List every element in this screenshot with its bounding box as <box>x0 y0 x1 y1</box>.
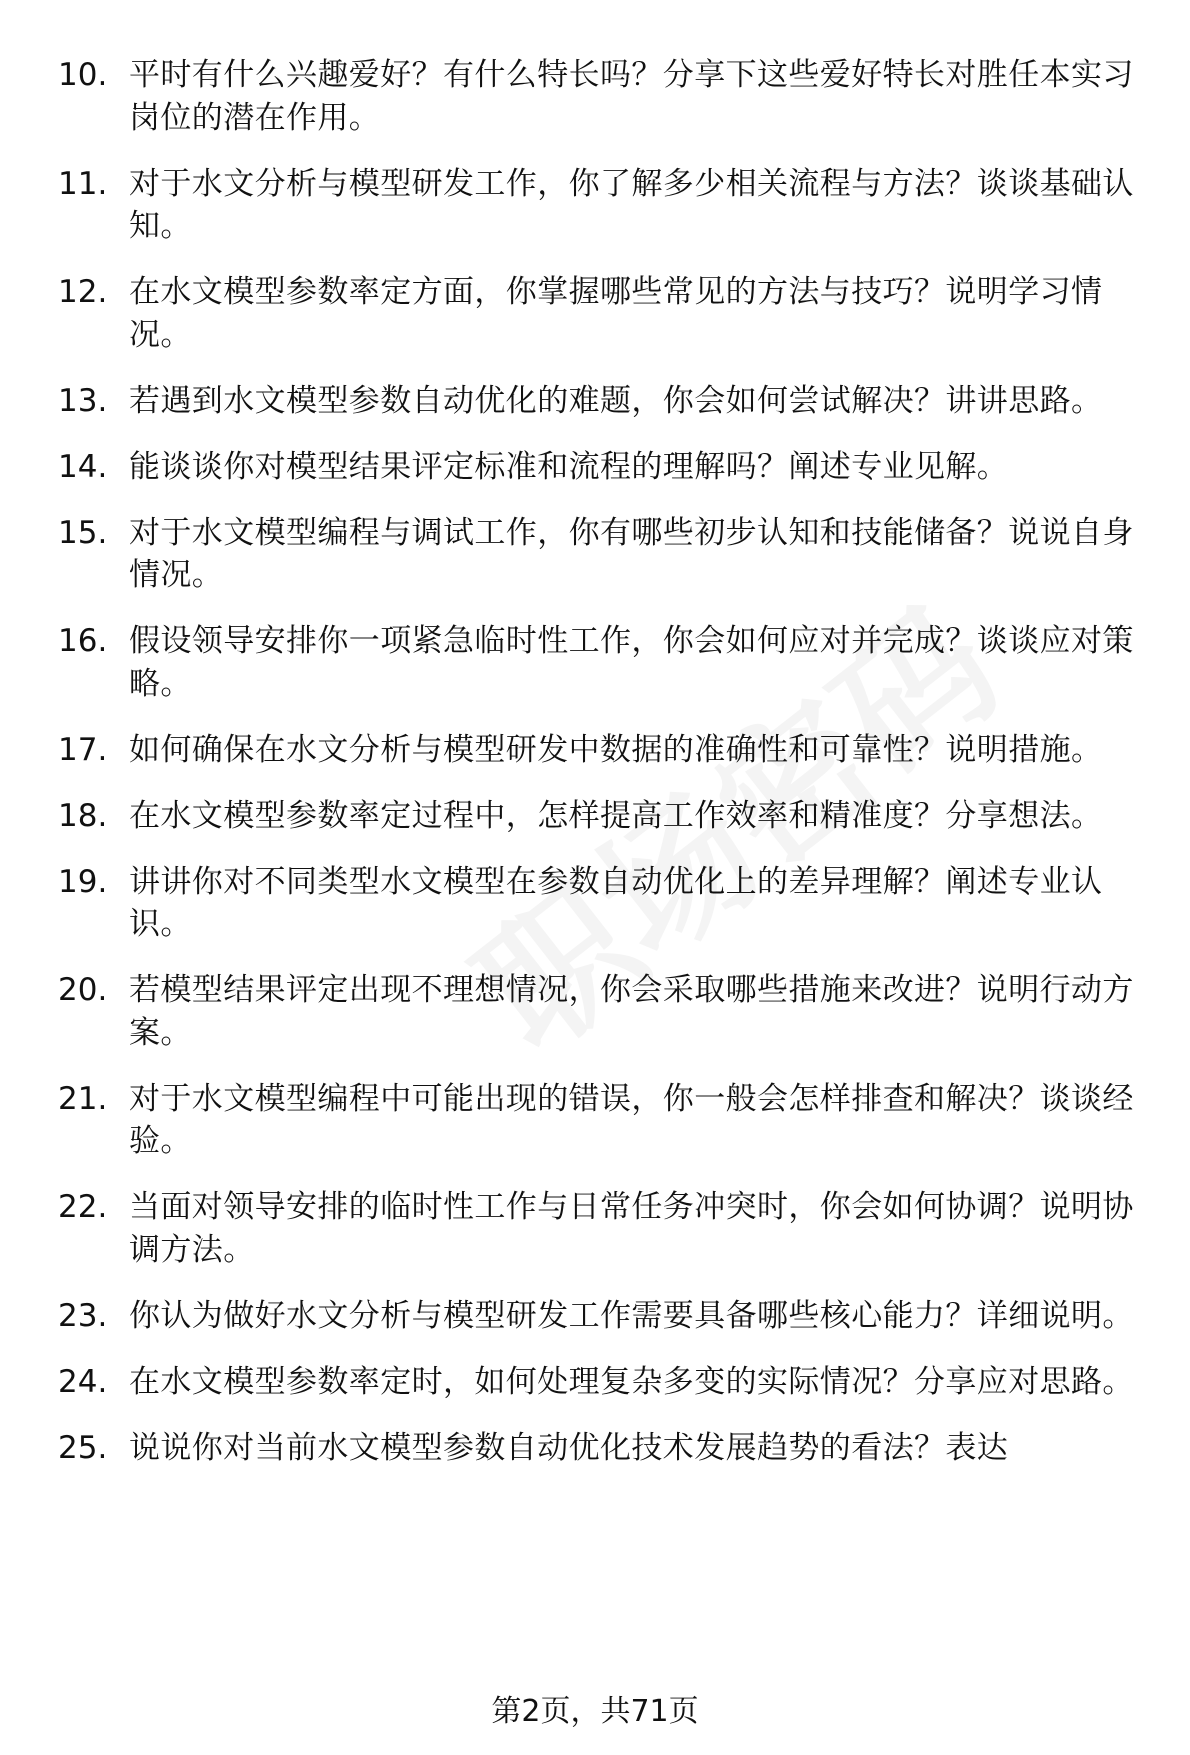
question-item <box>0 969 1190 1054</box>
question-text: 假设领导安排你一项紧急临时性工作，你会如何应对并完成？谈谈应对策略。 <box>129 623 1134 702</box>
page-footer <box>0 1692 1190 1732</box>
question-item <box>0 1186 1190 1271</box>
question-number: 16. <box>58 623 108 659</box>
question-text: 对于水文模型编程中可能出现的错误，你一般会怎样排查和解决？谈谈经验。 <box>129 1080 1134 1159</box>
question-text: 你认为做好水文分析与模型研发工作需要具备哪些核心能力？详细说明。 <box>129 1297 1134 1334</box>
question-item <box>0 861 1190 946</box>
question-number: 19. <box>58 863 108 900</box>
question-number: 14. <box>58 448 108 485</box>
question-text: 在水文模型参数率定时，如何处理复杂多变的实际情况？分享应对思路。 <box>129 1363 1134 1400</box>
question-number: 12. <box>58 274 108 310</box>
question-number: 22. <box>58 1189 108 1225</box>
question-item <box>0 795 1190 838</box>
question-item <box>0 163 1190 248</box>
question-item <box>0 1295 1190 1338</box>
question-text: 对于水文模型编程与调试工作，你有哪些初步认知和技能储备？说说自身情况。 <box>129 514 1134 593</box>
question-text: 讲讲你对不同类型水文模型在参数自动优化上的差异理解？阐述专业认识。 <box>129 863 1103 942</box>
question-number: 20. <box>58 972 108 1008</box>
question-item <box>0 1361 1190 1404</box>
question-item <box>0 271 1190 356</box>
question-text: 平时有什么兴趣爱好？有什么特长吗？分享下这些爱好特长对胜任本实习岗位的潜在作用。 <box>129 57 1134 136</box>
question-item <box>0 380 1190 423</box>
question-item <box>0 446 1190 489</box>
question-number: 15. <box>58 514 108 551</box>
question-item <box>0 729 1190 772</box>
question-number: 18. <box>58 797 108 834</box>
question-item <box>0 1427 1190 1470</box>
question-number: 11. <box>58 165 108 202</box>
question-text: 在水文模型参数率定过程中，怎样提高工作效率和精准度？分享想法。 <box>129 797 1103 834</box>
question-text: 若模型结果评定出现不理想情况，你会采取哪些措施来改进？说明行动方案。 <box>129 972 1134 1051</box>
question-number: 10. <box>58 57 108 93</box>
question-item <box>0 512 1190 597</box>
question-text: 对于水文分析与模型研发工作，你了解多少相关流程与方法？谈谈基础认知。 <box>129 165 1134 244</box>
question-text: 能谈谈你对模型结果评定标准和流程的理解吗？阐述专业见解。 <box>129 448 1009 485</box>
question-text: 如何确保在水文分析与模型研发中数据的准确性和可靠性？说明措施。 <box>129 731 1103 768</box>
question-number: 13. <box>58 382 108 419</box>
question-number: 23. <box>58 1297 108 1334</box>
question-list <box>0 54 1190 1493</box>
question-number: 25. <box>58 1429 108 1466</box>
question-text: 在水文模型参数率定方面，你掌握哪些常见的方法与技巧？说明学习情况。 <box>129 274 1103 353</box>
question-text: 若遇到水文模型参数自动优化的难题，你会如何尝试解决？讲讲思路。 <box>129 382 1103 419</box>
question-number: 17. <box>58 731 108 768</box>
question-number: 24. <box>58 1363 108 1400</box>
question-item <box>0 620 1190 705</box>
question-text: 当面对领导安排的临时性工作与日常任务冲突时，你会如何协调？说明协调方法。 <box>129 1189 1134 1268</box>
question-item <box>0 54 1190 139</box>
question-text: 说说你对当前水文模型参数自动优化技术发展趋势的看法？表达 <box>129 1429 1009 1466</box>
question-item <box>0 1078 1190 1163</box>
page-number-label: 第2页，共71页 <box>491 1694 699 1729</box>
question-number: 21. <box>58 1080 108 1117</box>
